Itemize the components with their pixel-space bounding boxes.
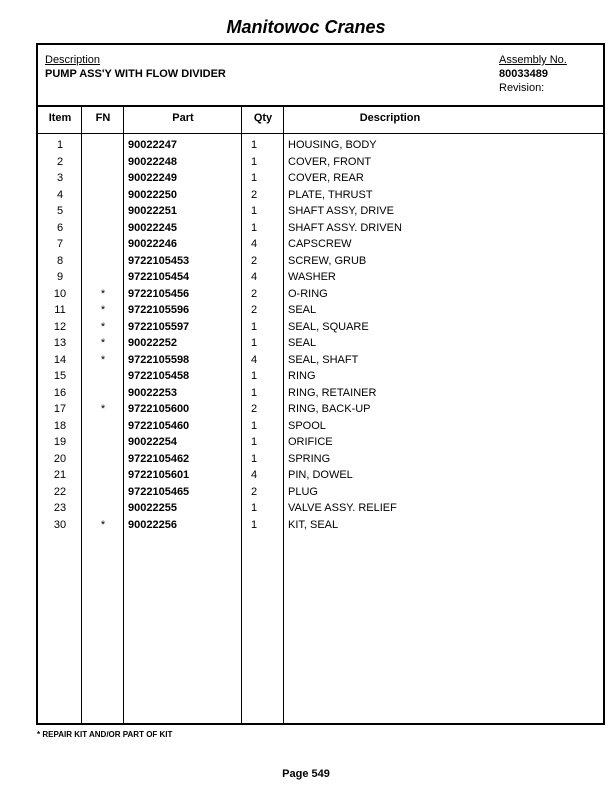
- table-row: [38, 468, 603, 485]
- item-number: 4: [56, 188, 64, 201]
- quantity: 2: [250, 485, 258, 498]
- part-number: 9722105456: [128, 287, 190, 300]
- table-row: [38, 254, 603, 271]
- item-number: 13: [53, 337, 67, 349]
- quantity: 1: [250, 386, 258, 399]
- quantity: 1: [250, 337, 258, 349]
- part-description: VALVE ASSY. RELIEF: [288, 502, 397, 514]
- part-number: 90022250: [128, 188, 177, 201]
- table-row: [38, 369, 603, 386]
- table-row: [38, 320, 603, 337]
- column-header-description: Description: [359, 112, 421, 124]
- table-row: [38, 452, 603, 469]
- fn-marker: *: [100, 403, 106, 415]
- part-description: SEAL, SQUARE: [288, 320, 369, 333]
- part-description: KIT, SEAL: [288, 518, 339, 531]
- part-description: COVER, FRONT: [288, 155, 372, 168]
- part-description: SEAL: [288, 337, 317, 349]
- table-row: [38, 221, 603, 238]
- item-number: 2: [56, 155, 64, 168]
- item-number: 9: [56, 271, 64, 283]
- part-number: 90022256: [128, 518, 177, 531]
- item-number: 1: [56, 139, 64, 151]
- item-number: 16: [53, 386, 67, 399]
- part-number: 90022254: [128, 436, 177, 448]
- item-number: 17: [53, 403, 67, 415]
- part-description: PLUG: [288, 485, 318, 498]
- part-description: O-RING: [288, 287, 328, 300]
- part-number: 90022249: [128, 172, 177, 184]
- part-description: SPRING: [288, 452, 331, 465]
- quantity: 1: [250, 370, 258, 382]
- assembly-number-value: 80033489: [499, 68, 548, 80]
- item-number: 21: [53, 469, 67, 481]
- part-number: 9722105465: [128, 485, 190, 498]
- part-number: 90022248: [128, 155, 177, 168]
- part-number: 90022253: [128, 386, 177, 399]
- quantity: 2: [250, 287, 258, 300]
- quantity: 1: [250, 419, 258, 432]
- item-number: 18: [53, 419, 67, 432]
- quantity: 4: [250, 353, 258, 366]
- part-description: RING, BACK-UP: [288, 403, 371, 415]
- part-description: WASHER: [288, 271, 336, 283]
- footnote: * REPAIR KIT AND/OR PART OF KIT: [37, 730, 173, 739]
- part-number: 9722105458: [128, 370, 190, 382]
- table-row: [38, 204, 603, 221]
- part-number: 90022245: [128, 221, 177, 234]
- quantity: 1: [250, 172, 258, 184]
- quantity: 1: [250, 320, 258, 333]
- quantity: 1: [250, 221, 258, 234]
- quantity: 1: [250, 139, 258, 151]
- item-number: 3: [56, 172, 64, 184]
- item-number: 5: [56, 205, 64, 217]
- fn-marker: *: [100, 353, 106, 366]
- fn-marker: *: [100, 320, 106, 333]
- table-row: [38, 287, 603, 304]
- quantity: 1: [250, 436, 258, 448]
- part-description: PIN, DOWEL: [288, 469, 353, 481]
- part-number: 9722105600: [128, 403, 190, 415]
- part-number: 9722105601: [128, 469, 190, 481]
- quantity: 1: [250, 452, 258, 465]
- table-row: [38, 336, 603, 353]
- item-number: 10: [53, 287, 67, 300]
- table-row: [38, 188, 603, 205]
- part-number: 90022247: [128, 139, 177, 151]
- fn-marker: *: [100, 287, 106, 300]
- table-row: [38, 353, 603, 370]
- item-number: 14: [53, 353, 67, 366]
- table-row: [38, 485, 603, 502]
- part-description: HOUSING, BODY: [288, 139, 377, 151]
- part-description: SPOOL: [288, 419, 326, 432]
- part-description: PLATE, THRUST: [288, 188, 373, 201]
- column-header-part: Part: [172, 112, 194, 124]
- assembly-header: [38, 45, 603, 107]
- part-number: 90022255: [128, 502, 177, 514]
- part-description: SHAFT ASSY, DRIVE: [288, 205, 394, 217]
- item-number: 30: [53, 518, 67, 531]
- fn-marker: *: [100, 304, 106, 316]
- part-number: 9722105598: [128, 353, 190, 366]
- part-description: ORIFICE: [288, 436, 333, 448]
- quantity: 1: [250, 205, 258, 217]
- table-row: [38, 237, 603, 254]
- part-description: SHAFT ASSY. DRIVEN: [288, 221, 402, 234]
- item-number: 12: [53, 320, 67, 333]
- quantity: 1: [250, 155, 258, 168]
- part-number: 90022251: [128, 205, 177, 217]
- fn-marker: *: [100, 337, 106, 349]
- description-label: Description: [45, 54, 101, 66]
- table-row: [38, 402, 603, 419]
- description-value: PUMP ASS'Y WITH FLOW DIVIDER: [45, 68, 226, 80]
- parts-list: [38, 138, 603, 534]
- item-number: 15: [53, 370, 67, 382]
- part-number: 9722105597: [128, 320, 190, 333]
- item-number: 11: [54, 304, 66, 316]
- part-number: 90022252: [128, 337, 177, 349]
- table-row: [38, 386, 603, 403]
- part-description: COVER, REAR: [288, 172, 364, 184]
- quantity: 2: [250, 304, 258, 316]
- quantity: 4: [250, 271, 258, 283]
- quantity: 2: [250, 188, 258, 201]
- quantity: 4: [250, 469, 258, 481]
- revision-label: Revision:: [499, 82, 545, 94]
- table-row: [38, 419, 603, 436]
- quantity: 2: [250, 403, 258, 415]
- column-header-fn: FN: [95, 112, 111, 124]
- table-row: [38, 518, 603, 535]
- table-row: [38, 171, 603, 188]
- part-description: SEAL: [288, 304, 317, 316]
- parts-table-frame: [36, 43, 605, 725]
- part-number: 9722105596: [128, 304, 190, 316]
- column-header-item: Item: [48, 112, 72, 124]
- part-description: RING, RETAINER: [288, 386, 377, 399]
- assembly-number-label: Assembly No.: [499, 54, 567, 66]
- item-number: 6: [56, 221, 64, 234]
- part-number: 9722105460: [128, 419, 190, 432]
- item-number: 22: [53, 485, 67, 498]
- item-number: 7: [56, 238, 64, 250]
- part-description: SEAL, SHAFT: [288, 353, 359, 366]
- fn-marker: *: [100, 518, 106, 531]
- part-description: SCREW, GRUB: [288, 254, 367, 267]
- item-number: 20: [53, 452, 67, 465]
- quantity: 1: [250, 502, 258, 514]
- part-description: RING: [288, 370, 316, 382]
- item-number: 23: [53, 502, 67, 514]
- page-number: Page 549: [282, 768, 330, 780]
- part-number: 9722105454: [128, 271, 190, 283]
- part-number: 9722105462: [128, 452, 190, 465]
- item-number: 8: [56, 254, 64, 267]
- document-title: Manitowoc Cranes: [226, 17, 386, 37]
- column-header-qty: Qty: [253, 112, 273, 124]
- part-number: 9722105453: [128, 254, 190, 267]
- table-row: [38, 155, 603, 172]
- part-description: CAPSCREW: [288, 238, 352, 250]
- table-row: [38, 270, 603, 287]
- table-row: [38, 501, 603, 518]
- table-row: [38, 303, 603, 320]
- table-row: [38, 435, 603, 452]
- quantity: 1: [250, 518, 258, 531]
- item-number: 19: [53, 436, 67, 448]
- quantity: 2: [250, 254, 258, 267]
- part-number: 90022246: [128, 238, 177, 250]
- quantity: 4: [250, 238, 258, 250]
- table-row: [38, 138, 603, 155]
